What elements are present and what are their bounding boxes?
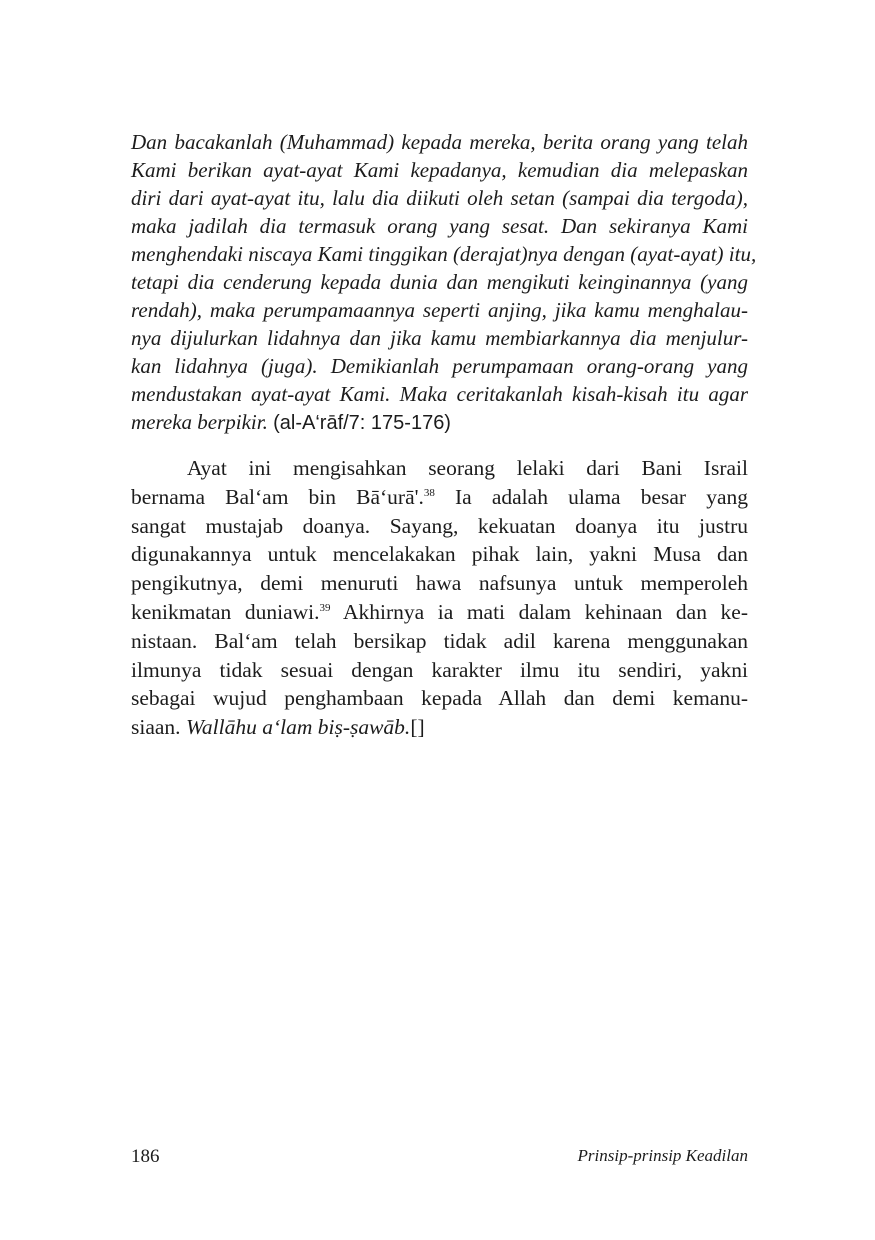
paragraph-line: pengikutnya, demi menuruti hawa nafsunya untuk memperoleh bbox=[131, 571, 748, 596]
translation-line: maka jadilah dia termasuk orang yang sesat. Dan sekiranya Kami bbox=[131, 214, 748, 238]
translation-line: menghendaki niscaya Kami tinggikan (derajat)nya dengan (ayat-ayat) itu, bbox=[131, 242, 757, 266]
translation-line: nya dijulurkan lidahnya dan jika kamu membiarkannya dia menjulur- bbox=[131, 326, 748, 350]
paragraph-line-text: kenikmatan duniawi. bbox=[131, 599, 320, 624]
paragraph-line-text: Ayat ini mengisahkan seorang lelaki dari Bani Israil bbox=[187, 456, 748, 480]
paragraph-line: digunakannya untuk mencelakakan pihak lain, yakni Musa dan bbox=[131, 542, 748, 567]
paragraph-last-line bbox=[131, 713, 748, 742]
paragraph-line: nistaan. Bal‘am telah bersikap tidak adil karena menggunakan bbox=[131, 628, 748, 653]
translation-line: rendah), maka perumpamaannya seperti anjing, jika kamu menghalau- bbox=[131, 298, 748, 322]
body-paragraph bbox=[131, 454, 748, 742]
translation-line: diri dari ayat-ayat itu, lalu dia diikuti oleh setan (sampai dia tergoda), bbox=[131, 186, 748, 210]
paragraph-line-text: Akhirnya ia mati dalam kehinaan dan ke- bbox=[342, 599, 748, 624]
paragraph-line bbox=[131, 483, 748, 512]
closing-phrase: Wallāhu a‘lam biṣ-ṣawāb. bbox=[185, 715, 411, 740]
closing-mark: [] bbox=[410, 715, 425, 740]
paragraph-line: sebagai wujud penghambaan kepada Allah dan demi kemanu- bbox=[131, 686, 748, 711]
paragraph-line: sangat mustajab doanya. Sayang, kekuatan doanya itu justru bbox=[131, 513, 748, 538]
translation-line: tetapi dia cenderung kepada dunia dan mengikuti keinginannya (yang bbox=[131, 270, 748, 294]
page-number: 186 bbox=[131, 1146, 160, 1167]
translation-line: Kami berikan ayat-ayat Kami kepadanya, kemudian dia melepaskan bbox=[131, 158, 748, 182]
translation-line: Dan bacakanlah (Muhammad) kepada mereka, berita orang yang telah bbox=[131, 130, 748, 154]
paragraph-line-text: bernama Bal‘am bin Bā‘urā'. bbox=[131, 484, 424, 509]
running-title: Prinsip-prinsip Keadilan bbox=[577, 1146, 748, 1165]
translation-line-end: mereka berpikir. bbox=[131, 410, 268, 434]
translation-last-line bbox=[131, 408, 748, 437]
paragraph-line bbox=[131, 598, 748, 627]
footnote-marker-38[interactable]: 38 bbox=[423, 486, 435, 499]
translation-line: kan lidahnya (juga). Demikianlah perumpamaan orang-orang yang bbox=[131, 354, 748, 378]
paragraph-line-text: siaan. bbox=[131, 715, 181, 740]
paragraph-line-text: Ia adalah ulama besar yang bbox=[455, 484, 748, 509]
quran-translation-block bbox=[131, 128, 757, 437]
translation-line: mendustakan ayat-ayat Kami. Maka ceritakanlah kisah-kisah itu agar bbox=[131, 382, 748, 406]
paragraph-line bbox=[131, 454, 748, 483]
verse-citation: (al-A‘rāf/7: 175-176) bbox=[273, 412, 451, 434]
footnote-marker-39[interactable]: 39 bbox=[319, 601, 331, 614]
paragraph-line: ilmunya tidak sesuai dengan karakter ilmu itu sendiri, yakni bbox=[131, 657, 748, 682]
